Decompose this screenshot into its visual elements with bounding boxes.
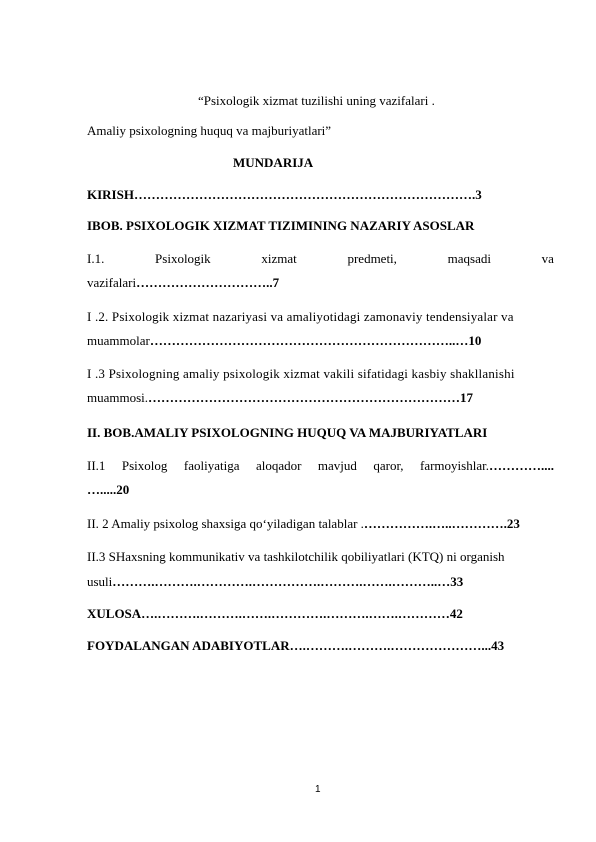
- toc-leader-page: ………………………………………………………………17: [148, 390, 474, 405]
- toc-word: qaror,: [373, 458, 404, 473]
- toc-word: maqsadi: [447, 251, 491, 266]
- toc-word: faoliyatiga: [183, 458, 240, 473]
- toc-word: Psixologik: [155, 251, 211, 266]
- document-title-line-2: Amaliy psixologning huquq va majburiyatlari”: [87, 123, 332, 138]
- toc-word: Psixolog: [121, 458, 168, 473]
- toc-word: mavjud: [317, 458, 357, 473]
- toc-entry-text: usuli: [87, 574, 113, 589]
- toc-leader-page: ……….……….………….…………….……….…….………..…33: [112, 574, 464, 589]
- toc-entry-1-3-line-2: [87, 390, 473, 406]
- toc-chapter-2-heading: II. BOB.AMALIY PSIXOLOGNING HUQUQ VA MAJBURIYATLARI: [87, 425, 488, 440]
- toc-entry-1-2-line-2: [87, 333, 481, 349]
- toc-leader: …………....: [488, 458, 554, 473]
- toc-entry-xulosa: XULOSA….……….……….…….………….……….…….…………42: [87, 606, 463, 621]
- toc-entry-text: II. 2 Amaliy psixolog shaxsiga qo‘yiladigan talablar .: [87, 516, 364, 531]
- toc-word: predmeti,: [347, 251, 397, 266]
- toc-entry-2-1-line-1: [87, 458, 554, 474]
- toc-entry-1-3-line-1: [87, 366, 554, 382]
- toc-word: va: [541, 251, 554, 266]
- toc-leader-page: …………….…..………….23: [363, 516, 520, 531]
- toc-entry-2-2: [87, 516, 520, 532]
- toc-word-with-leader: [420, 458, 554, 474]
- toc-entry-2-3-line-1: II.3 SHaxsning kommunikativ va tashkilotchilik qobiliyatlari (KTQ) ni organish: [87, 549, 505, 564]
- toc-entry-1-1-line-2: [87, 275, 279, 291]
- toc-entry-text: muammolar: [87, 333, 150, 348]
- toc-entry-1-2-line-1: [87, 309, 554, 325]
- toc-word: II.1: [87, 458, 106, 473]
- toc-entry-text: vazifalari: [87, 275, 137, 290]
- document-title-line-1: “Psixologik xizmat tuzilishi uning vazifalari .: [198, 93, 435, 108]
- toc-entry-2-1-line-2: ….....20: [87, 482, 130, 497]
- toc-entry-text: muammosi.: [87, 390, 149, 405]
- toc-entry-foydalangan-adabiyotlar: FOYDALANGAN ADABIYOTLAR….……….……….…………………...43: [87, 638, 505, 653]
- toc-entry-1-1-line-1: [87, 251, 554, 267]
- toc-word: farmoyishlar.: [420, 458, 489, 473]
- toc-leader-page: ……………………………………………………………..…10: [149, 333, 482, 348]
- toc-chapter-1-heading: IBOB. PSIXOLOGIK XIZMAT TIZIMINING NAZARIY ASOSLAR: [87, 218, 475, 233]
- toc-entry-kirish: KIRISH…………………………………………………………………….3: [87, 187, 482, 202]
- toc-entry-text: I .2. Psixologik xizmat nazariyasi va amaliyotidagi zamonaviy tendensiyalar va: [87, 309, 514, 324]
- toc-word: xizmat: [261, 251, 297, 266]
- toc-word: I.1.: [87, 251, 105, 266]
- page-number: 1: [315, 784, 321, 795]
- toc-entry-text: I .3 Psixologning amaliy psixologik xizmat vakili sifatidagi kasbiy shakllanishi: [87, 366, 515, 381]
- contents-heading: MUNDARIJA: [233, 155, 314, 170]
- toc-leader-page: …………………………..7: [136, 275, 280, 290]
- toc-word: aloqador: [255, 458, 302, 473]
- toc-entry-2-3-line-2: [87, 574, 463, 590]
